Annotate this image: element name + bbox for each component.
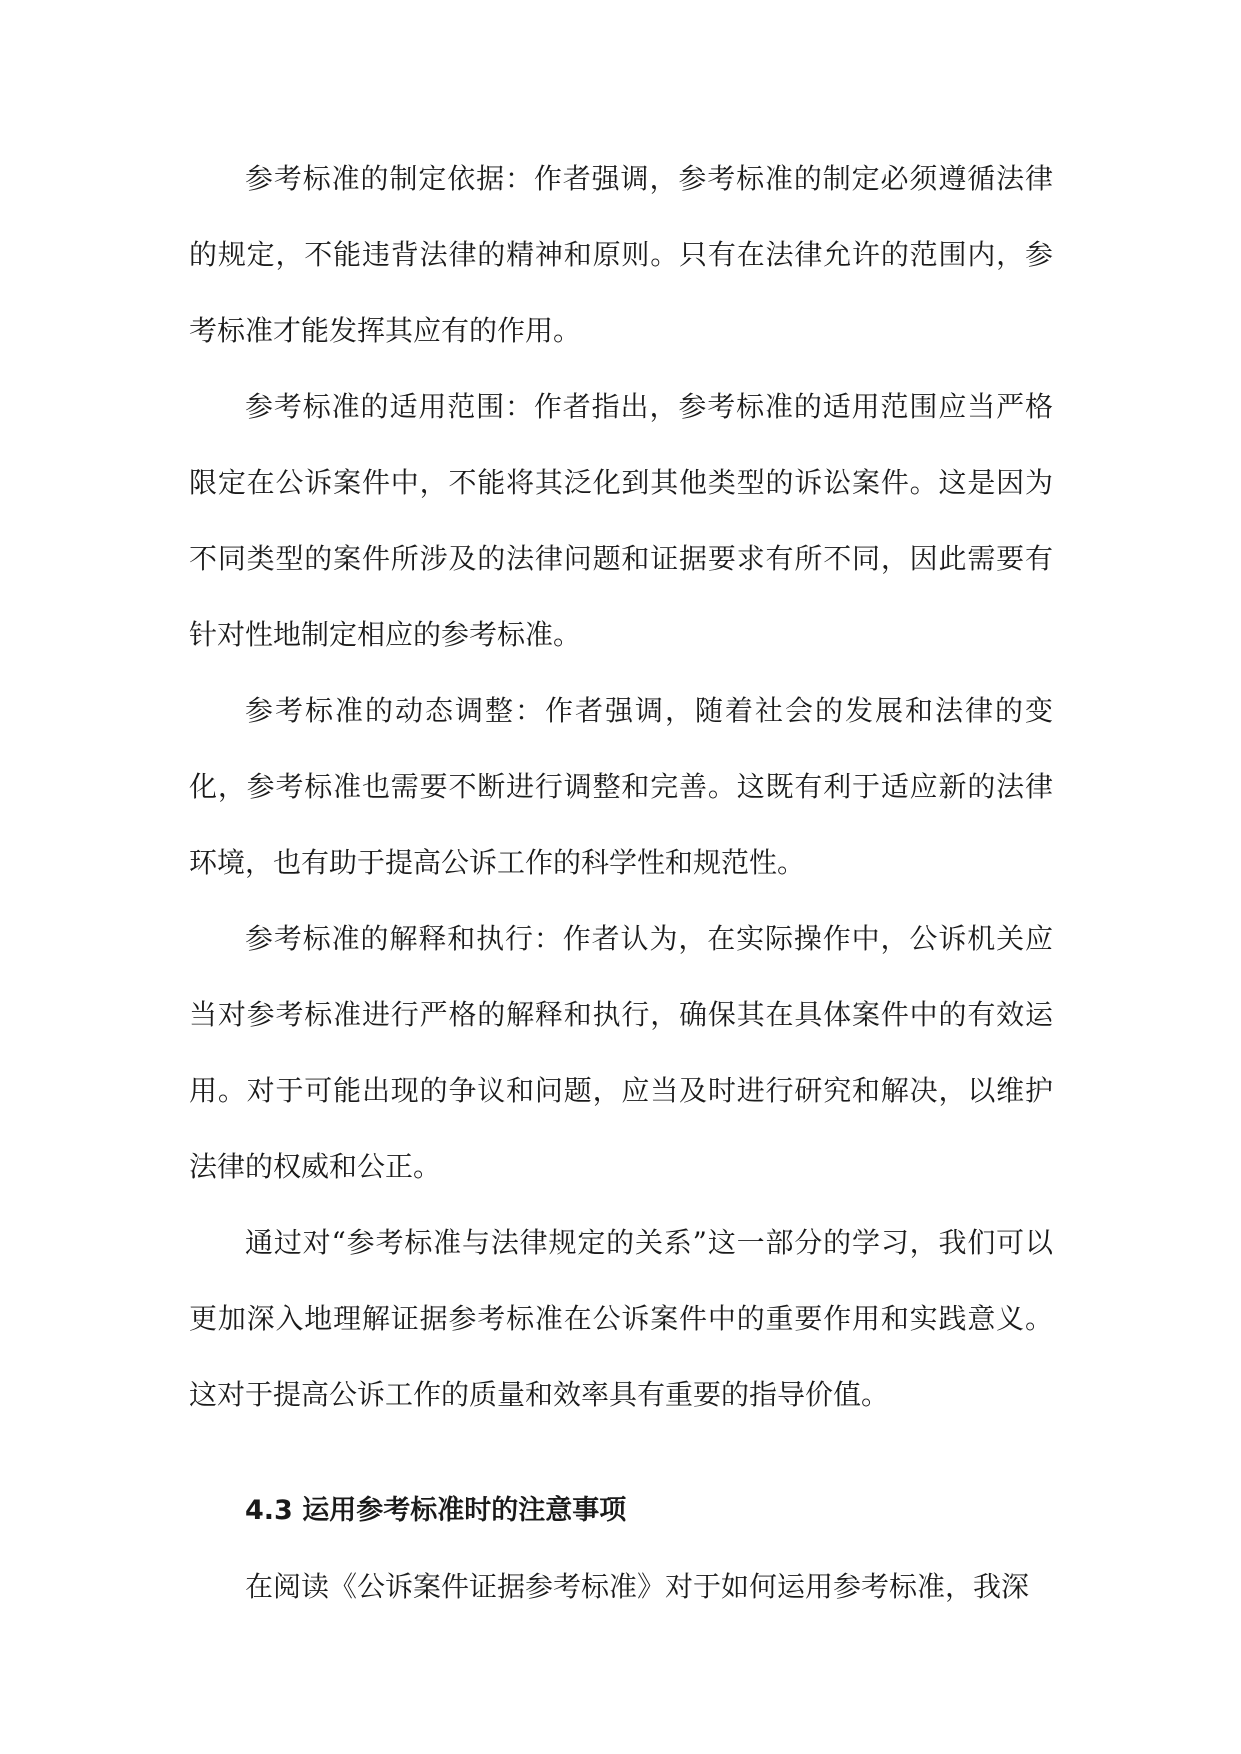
paragraph-reading: 在阅读《公诉案件证据参考标准》对于如何运用参考标准，我深 xyxy=(245,1570,1030,1603)
paragraph-adjustment: 参考标准的动态调整：作者强调，随着社会的发展和法律的变化，参考标准也需要不断进行调整和完善。这既有利于适应新的法律环境，也有助于提高公诉工作的科学性和规范性。 xyxy=(189,694,1053,879)
paragraph-basis: 参考标准的制定依据：作者强调，参考标准的制定必须遵循法律的规定，不能违背法律的精神和原则。只有在法律允许的范围内，参考标准才能发挥其应有的作用。 xyxy=(189,162,1053,347)
paragraph-scope: 参考标准的适用范围：作者指出，参考标准的适用范围应当严格限定在公诉案件中，不能将其泛化到其他类型的诉讼案件。这是因为不同类型的案件所涉及的法律问题和证据要求有所不同，因此需要有针对性地制定相应的参考标准。 xyxy=(189,390,1053,651)
section-heading: 4.3 运用参考标准时的注意事项 xyxy=(245,1495,627,1526)
paragraph-interpretation: 参考标准的解释和执行：作者认为，在实际操作中，公诉机关应当对参考标准进行严格的解释和执行，确保其在具体案件中的有效运用。对于可能出现的争议和问题，应当及时进行研究和解决，以维护法律的权威和公正。 xyxy=(189,922,1053,1183)
document-body xyxy=(189,141,1053,1625)
paragraph-summary: 通过对“参考标准与法律规定的关系”这一部分的学习，我们可以更加深入地理解证据参考标准在公诉案件中的重要作用和实践意义。这对于提高公诉工作的质量和效率具有重要的指导价值。 xyxy=(189,1226,1053,1411)
